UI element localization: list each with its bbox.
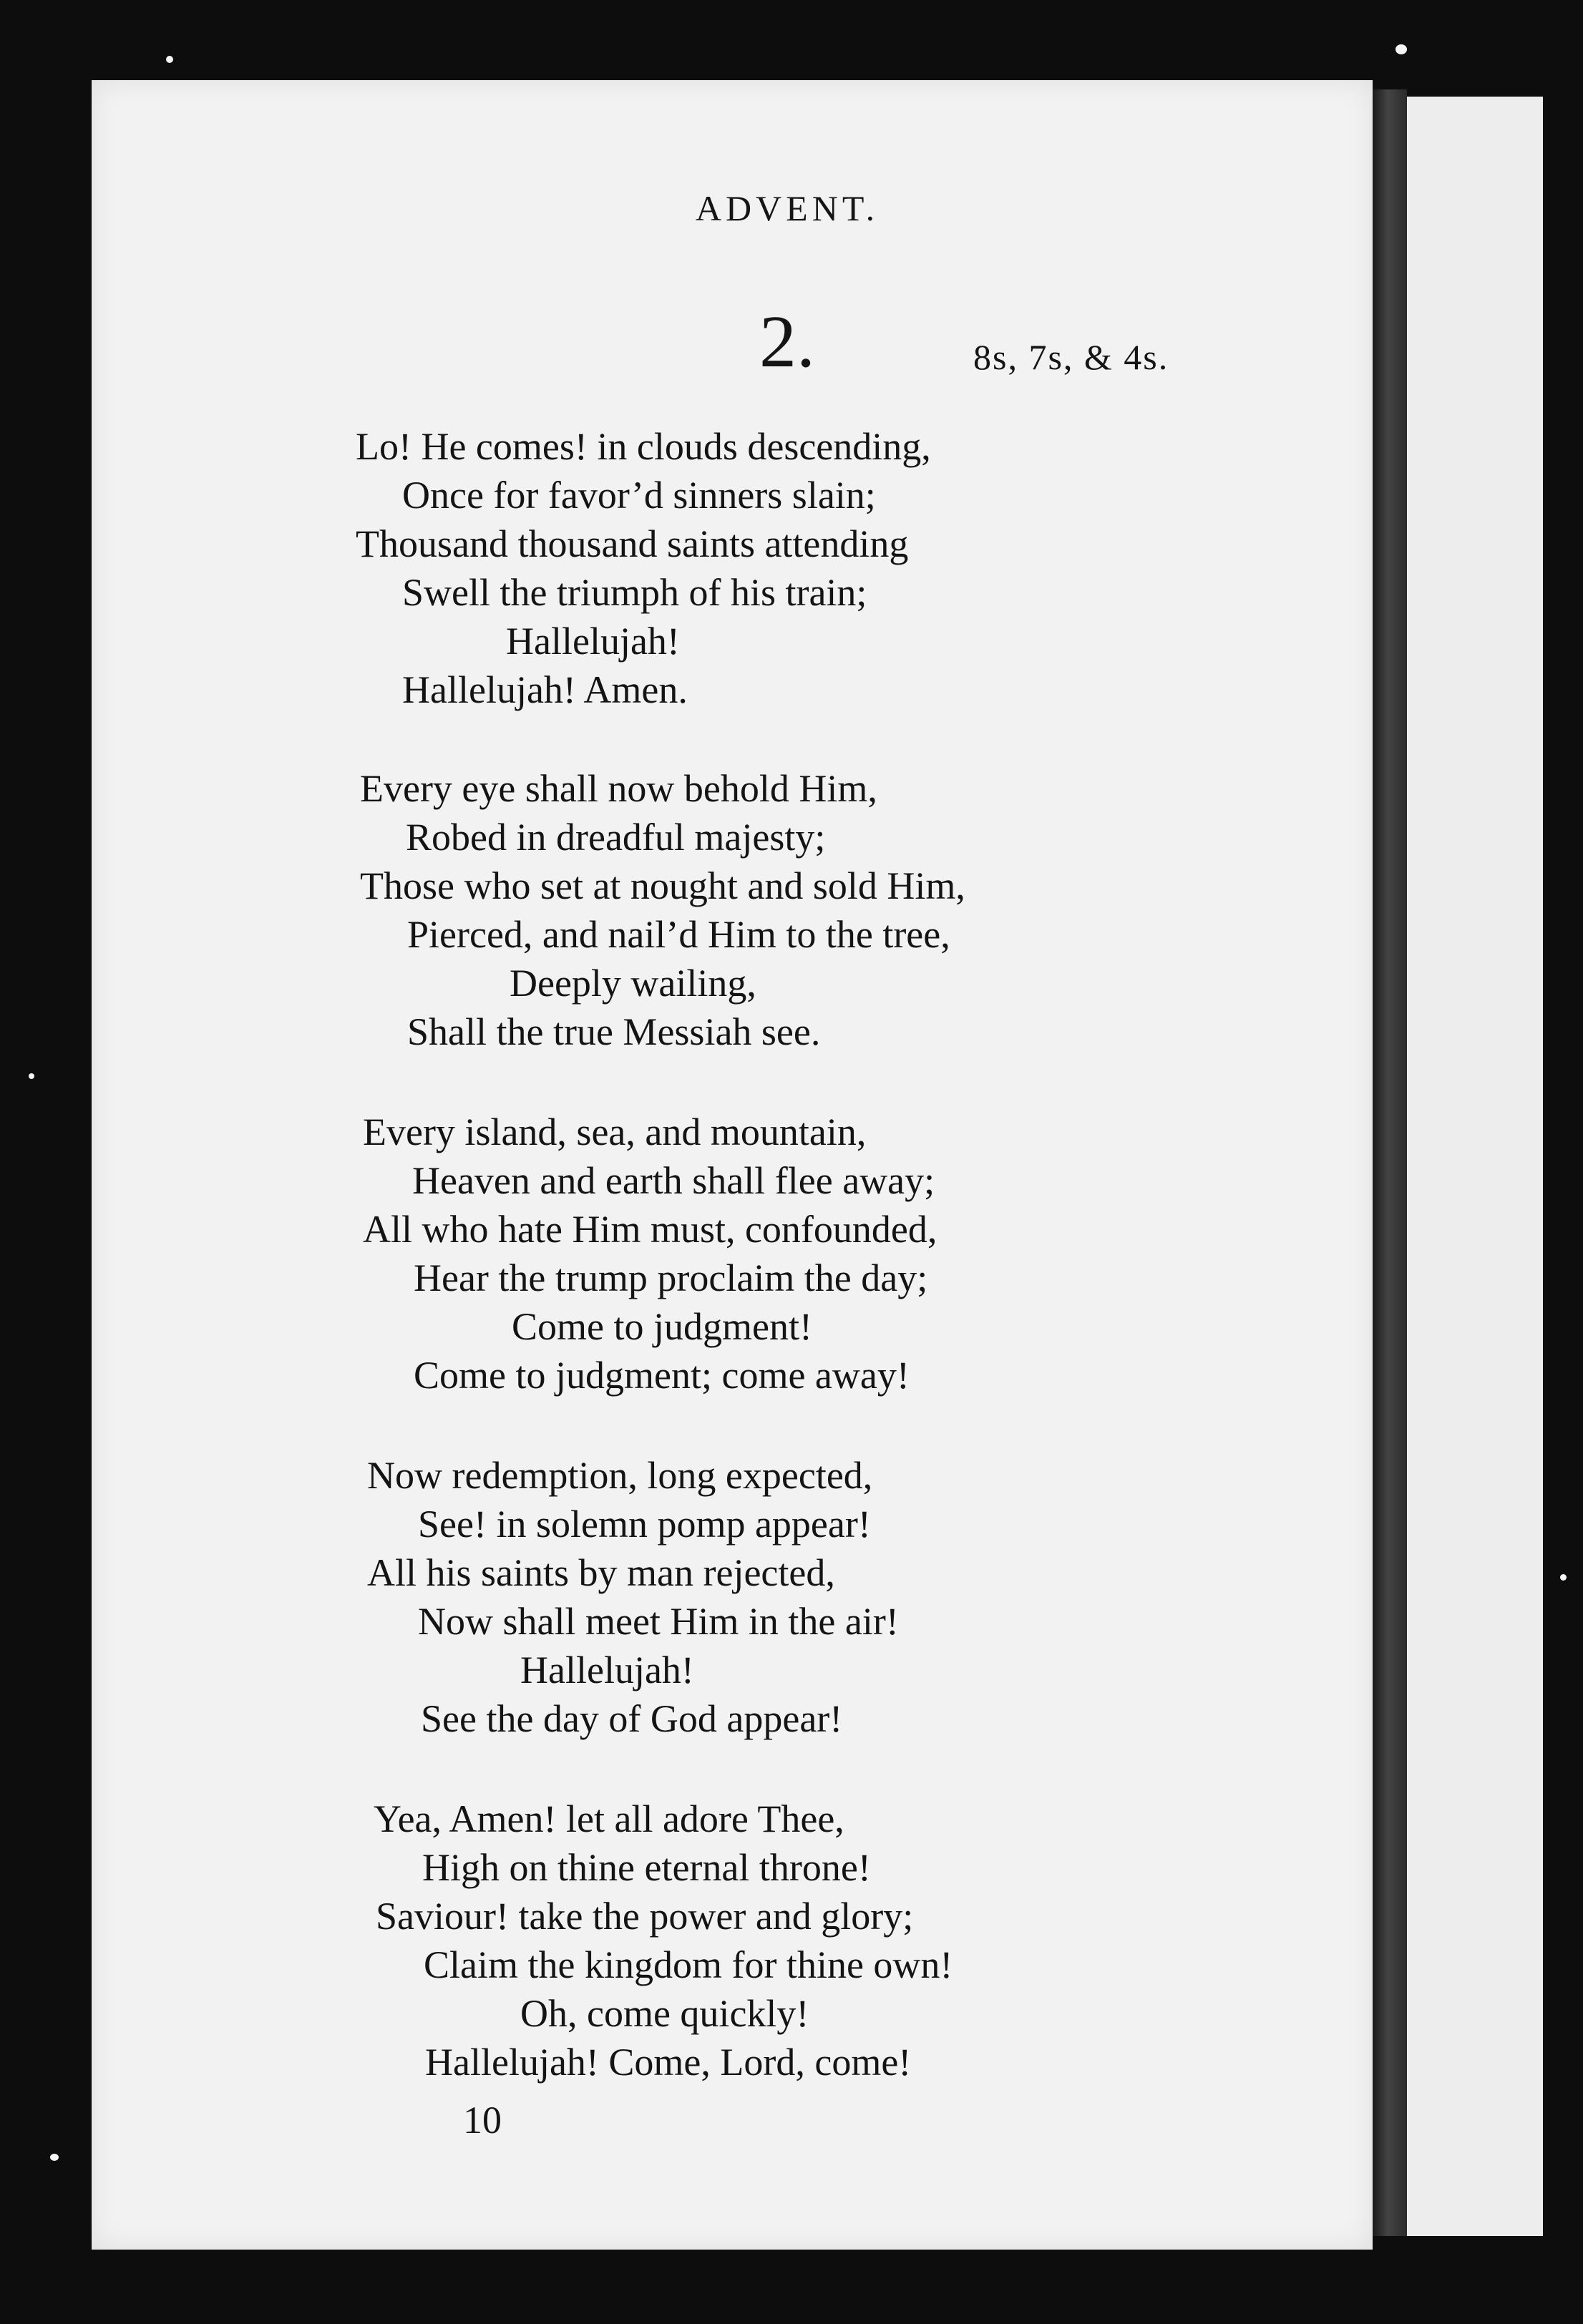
verse-line: Every eye shall now behold Him, [360,767,877,810]
verse-line: Every island, sea, and mountain, [363,1110,867,1153]
verse-line: Oh, come quickly! [520,1992,809,2035]
verse-line: Hear the trump proclaim the day; [414,1256,928,1299]
verse-line: Hallelujah! [520,1649,694,1691]
verse-line: See! in solemn pomp appear! [418,1503,871,1546]
verse-line: Swell the triumph of his train; [402,571,867,614]
book-gutter [1373,89,1407,2236]
scan-speck [50,2154,59,2161]
scan-speck [166,56,173,63]
verse-line: Pierced, and nail’d Him to the tree, [407,913,950,956]
verse-line: Thousand thousand saints attending [356,522,909,565]
running-head: ADVENT. [695,188,880,228]
verse-line: Come to judgment! [512,1305,812,1348]
scan-speck [1396,44,1407,54]
hymn-number: 2. [759,301,815,383]
verse-line: Claim the kingdom for thine own! [424,1943,953,1986]
scan-speck [1560,1574,1567,1581]
verse-line: All his saints by man rejected, [367,1551,835,1594]
verse-line: Yea, Amen! let all adore Thee, [374,1797,844,1840]
verse-line: Now redemption, long expected, [367,1454,873,1497]
verse-line: Once for favor’d sinners slain; [402,474,876,517]
hymn-meter: 8s, 7s, & 4s. [973,337,1169,377]
verse-line: Saviour! take the power and glory; [376,1895,914,1938]
verse-line: See the day of God appear! [421,1697,843,1740]
verse-line: All who hate Him must, confounded, [363,1208,937,1251]
verse-line: Shall the true Messiah see. [407,1010,821,1053]
verse-line: Hallelujah! Come, Lord, come! [425,2041,912,2084]
verse-line: Those who set at nought and sold Him, [360,864,965,907]
verse-line: Come to judgment; come away! [414,1354,910,1397]
page-number: 10 [463,2099,502,2142]
facing-page-edge [1407,97,1543,2236]
verse-line: High on thine eternal throne! [422,1846,871,1889]
scan-speck [29,1073,34,1079]
verse-line: Now shall meet Him in the air! [418,1600,899,1643]
verse-line: Hallelujah! [506,620,680,663]
verse-line: Lo! He comes! in clouds descending, [356,425,931,468]
verse-line: Hallelujah! Amen. [402,668,688,711]
verse-line: Robed in dreadful majesty; [406,816,826,859]
verse-line: Heaven and earth shall flee away; [412,1159,935,1202]
verse-line: Deeply wailing, [510,962,756,1005]
